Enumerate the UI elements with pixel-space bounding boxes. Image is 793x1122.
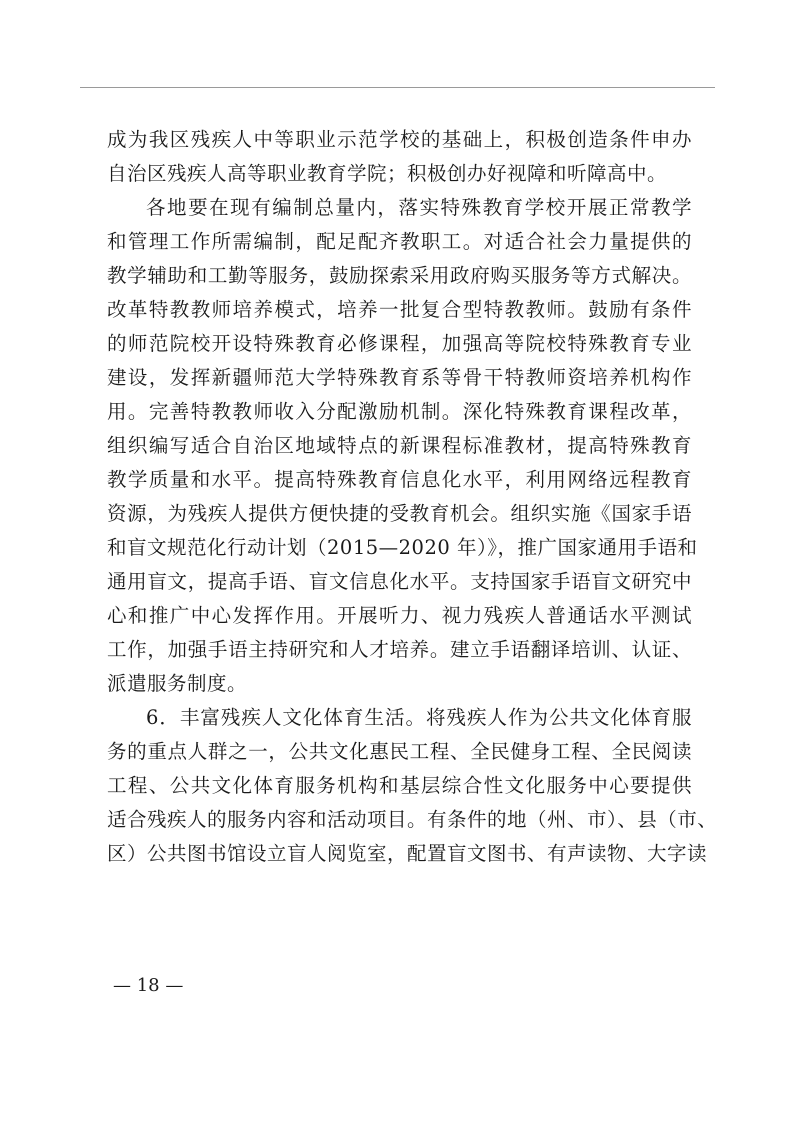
text-line: 资源，为残疾人提供方便快捷的受教育机会。组织实施《国家手语 xyxy=(107,502,692,525)
text-line: 改革特教教师培养模式，培养一批复合型特教教师。鼓励有条件 xyxy=(107,298,692,321)
header-rule xyxy=(80,87,715,88)
text-line: 工程、公共文化体育服务机构和基层综合性文化服务中心要提供 xyxy=(107,774,692,797)
text-line: 务的重点人群之一，公共文化惠民工程、全民健身工程、全民阅读 xyxy=(107,740,692,763)
text-line: 工作，加强手语主持研究和人才培养。建立手语翻译培训、认证、 xyxy=(107,638,692,661)
section-heading-line: 6．丰富残疾人文化体育生活。将残疾人作为公共文化体育服 xyxy=(146,706,692,729)
paragraph-start-line: 各地要在现有编制总量内，落实特殊教育学校开展正常教学 xyxy=(146,196,692,219)
text-line: 通用盲文，提高手语、盲文信息化水平。支持国家手语盲文研究中 xyxy=(107,570,692,593)
text-line: 适合残疾人的服务内容和活动项目。有条件的地（州、市）、县（市、 xyxy=(107,808,718,831)
text-line: 派遣服务制度。 xyxy=(107,672,248,695)
text-line: 组织编写适合自治区地域特点的新课程标准教材，提高特殊教育 xyxy=(107,434,692,457)
text-line: 成为我区残疾人中等职业示范学校的基础上，积极创造条件申办 xyxy=(107,128,692,151)
text-line: 心和推广中心发挥作用。开展听力、视力残疾人普通话水平测试 xyxy=(107,604,692,627)
text-line: 和盲文规范化行动计划（2015—2020 年）》，推广国家通用手语和 xyxy=(107,536,698,559)
text-line: 自治区残疾人高等职业教育学院；积极创办好视障和听障高中。 xyxy=(107,162,668,185)
text-line: 用。完善特教教师收入分配激励机制。深化特殊教育课程改革， xyxy=(107,400,692,423)
text-line: 区）公共图书馆设立盲人阅览室，配置盲文图书、有声读物、大字读 xyxy=(107,842,708,865)
body-text xyxy=(107,123,718,871)
page-number: — 18 — xyxy=(113,975,184,996)
text-line: 教学质量和水平。提高特殊教育信息化水平，利用网络远程教育 xyxy=(107,468,692,491)
text-line: 建设，发挥新疆师范大学特殊教育系等骨干特教师资培养机构作 xyxy=(107,366,692,389)
text-line: 教学辅助和工勤等服务，鼓励探索采用政府购买服务等方式解决。 xyxy=(107,264,692,287)
text-line: 的师范院校开设特殊教育必修课程，加强高等院校特殊教育专业 xyxy=(107,332,692,355)
text-line: 和管理工作所需编制，配足配齐教职工。对适合社会力量提供的 xyxy=(107,230,692,253)
